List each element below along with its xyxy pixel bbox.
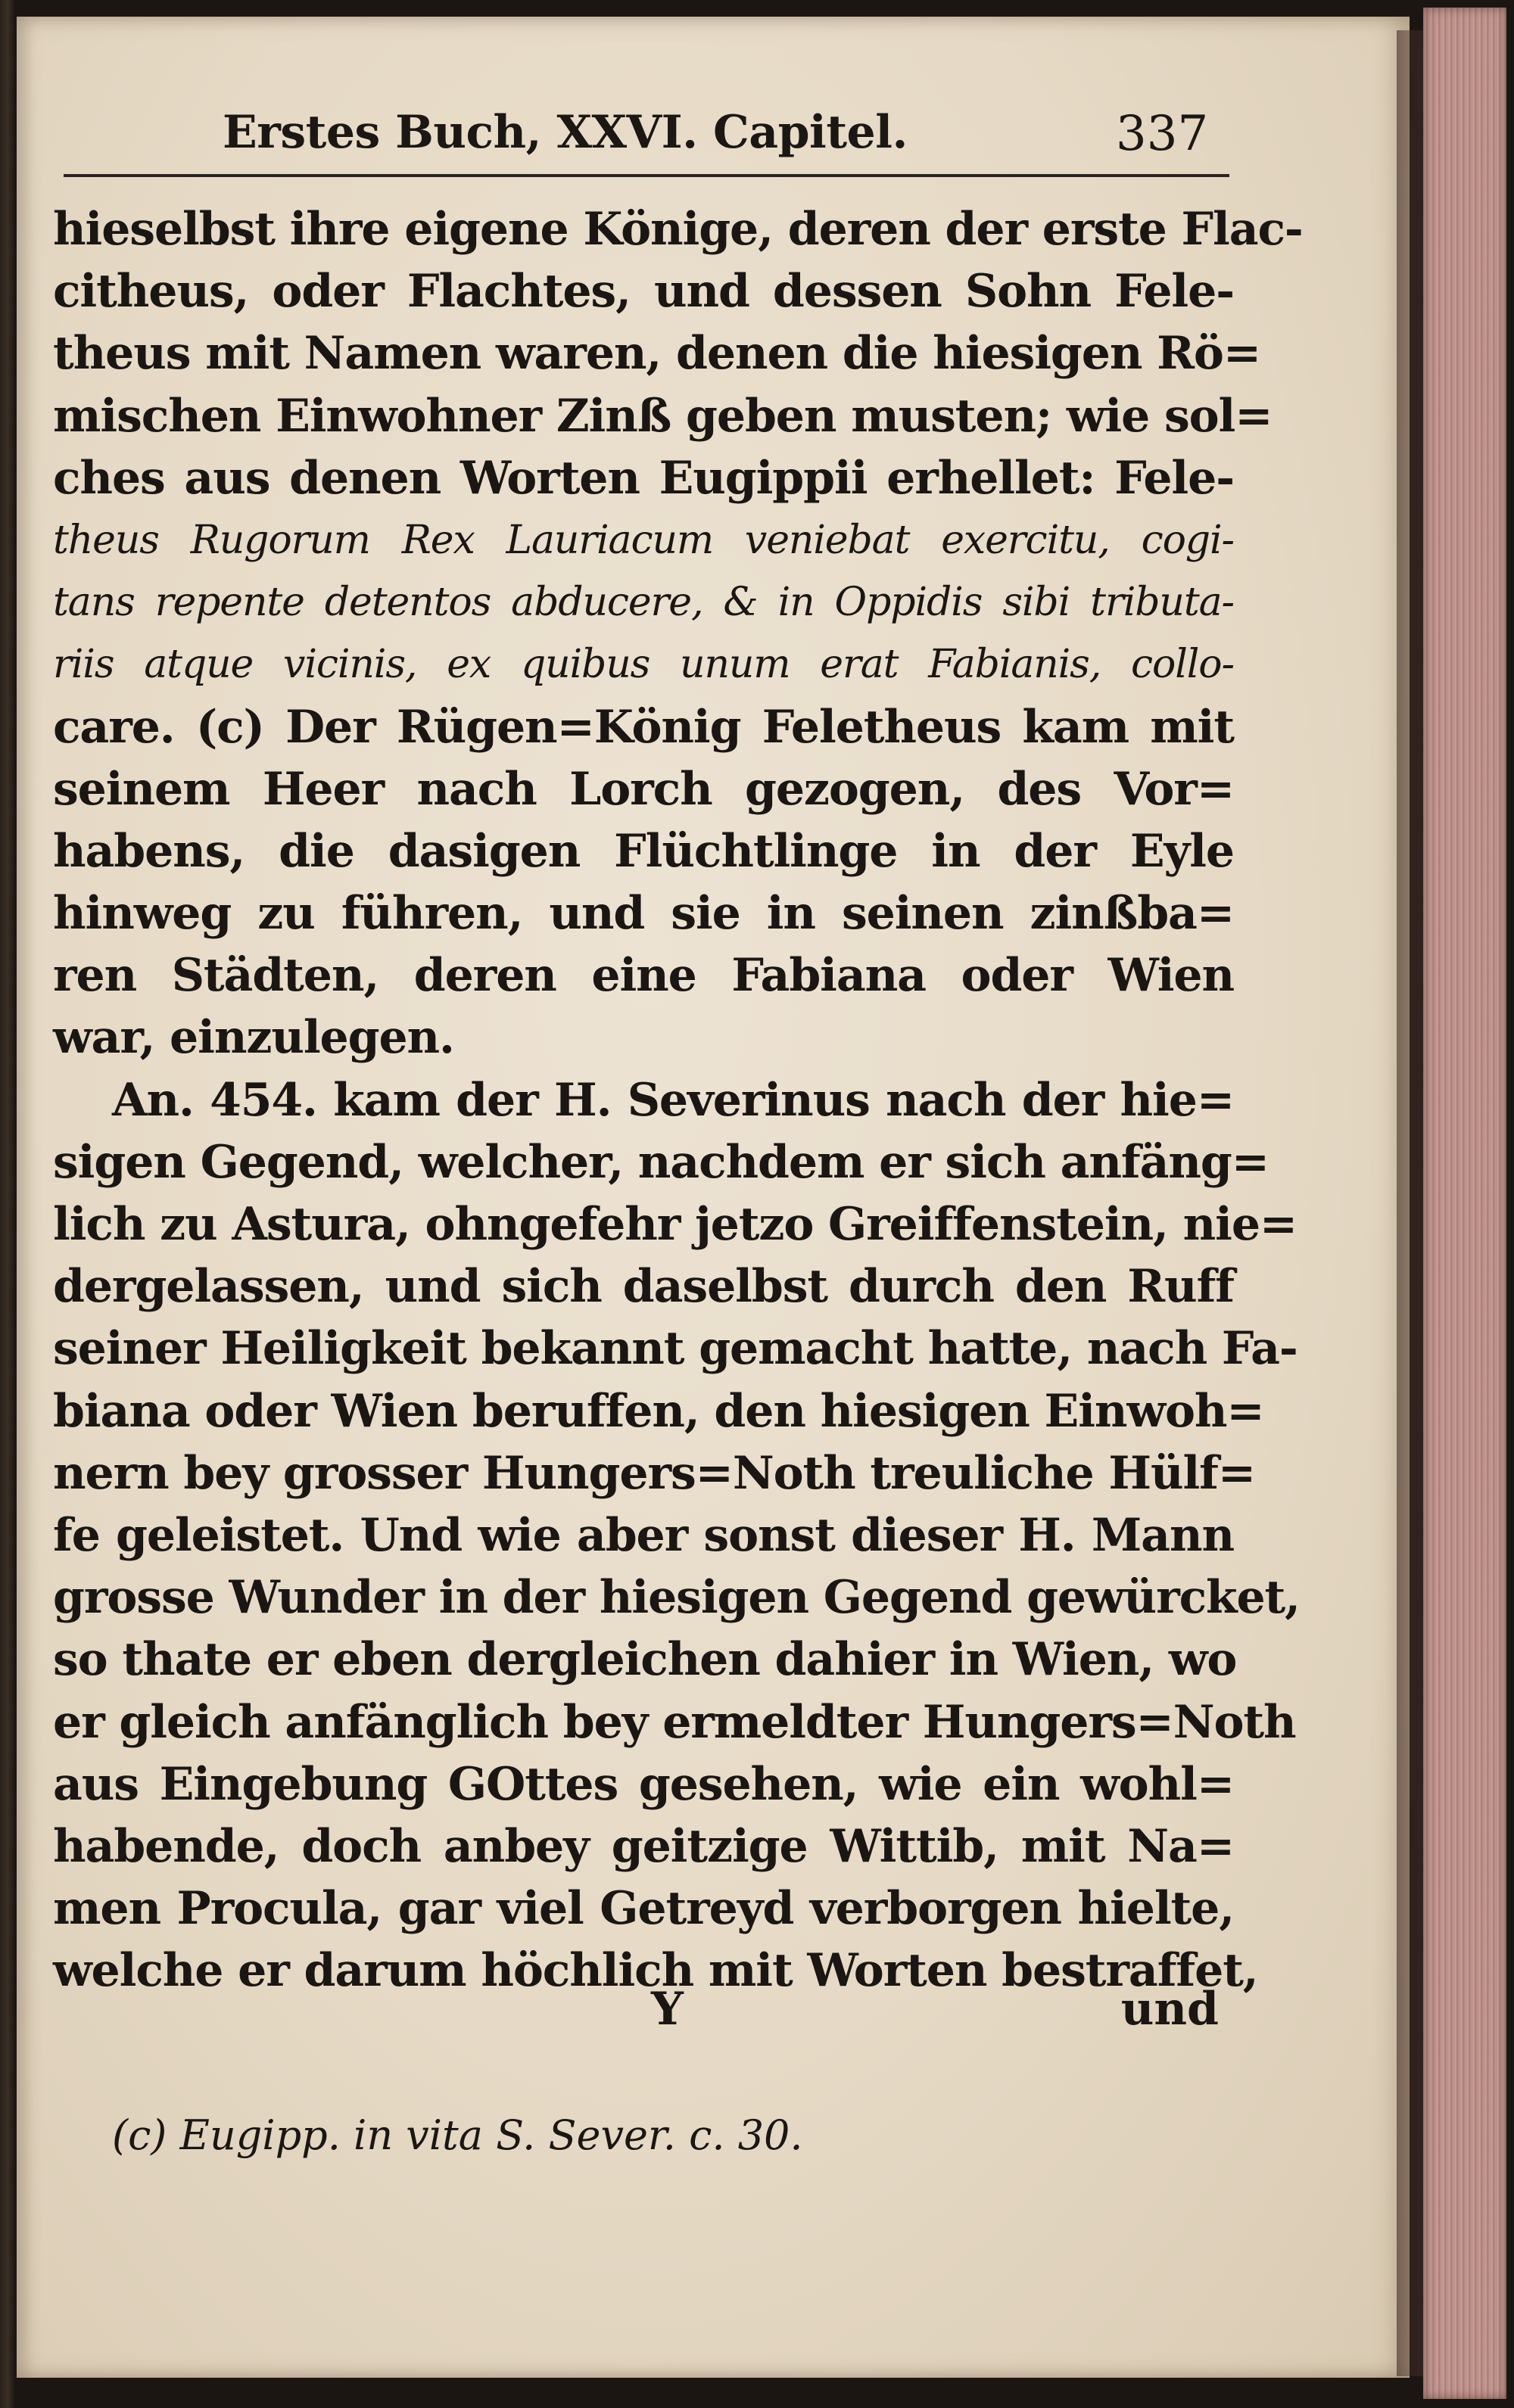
text-line: habende, doch anbey geitzige Wittib, mit Na= xyxy=(53,1819,1234,1873)
text-line: habens, die dasigen Flüchtlinge in der Eyle xyxy=(53,824,1234,878)
catchword: und xyxy=(1120,1983,1219,2036)
footnote: (c) Eugipp. in vita S. Sever. c. 30. xyxy=(112,2111,803,2159)
text-line: er gleich anfänglich bey ermeldter Hungers=Noth xyxy=(53,1695,1296,1749)
page-gutter-shadow xyxy=(1397,30,1427,2376)
text-line: welche er darum höchlich mit Worten bestraffet, xyxy=(53,1944,1258,1998)
running-head: Erstes Buch, XXVI. Capitel. xyxy=(223,106,908,159)
text-line: theus Rugorum Rex Lauriacum veniebat exercitu, cogi- xyxy=(53,517,1234,563)
signature-mark: Y xyxy=(651,1983,684,2036)
text-line: ches aus denen Worten Eugippii erhellet: Fele- xyxy=(53,451,1234,505)
text-line: sigen Gegend, welcher, nachdem er sich anfäng= xyxy=(53,1135,1269,1189)
text-line: theus mit Namen waren, denen die hiesigen Rö= xyxy=(53,327,1260,381)
main-text xyxy=(53,198,1303,2002)
text-line: grosse Wunder in der hiesigen Gegend gewürcket, xyxy=(53,1571,1300,1625)
text-line: An. 454. kam der H. Severinus nach der hie= xyxy=(112,1073,1234,1127)
catchline xyxy=(53,1983,1219,2045)
text-line: war, einzulegen. xyxy=(53,1011,454,1065)
page-header xyxy=(64,106,1222,176)
text-line: care. (c) Der Rügen=König Feletheus kam mit xyxy=(53,700,1234,754)
text-line: seiner Heiligkeit bekannt gemacht hatte, nach Fa- xyxy=(53,1322,1297,1376)
text-line: hinweg zu führen, und sie in seinen zinßba= xyxy=(53,887,1234,941)
text-line: men Procula, gar viel Getreyd verborgen hielte, xyxy=(53,1882,1234,1936)
text-line: citheus, oder Flachtes, und dessen Sohn Fele- xyxy=(53,265,1234,319)
text-line: dergelassen, und sich daselbst durch den Ruff xyxy=(53,1260,1234,1314)
text-line: seinem Heer nach Lorch gezogen, des Vor= xyxy=(53,762,1234,816)
text-line: lich zu Astura, ohngefehr jetzo Greiffenstein, nie= xyxy=(53,1198,1297,1251)
book-page-edges xyxy=(1423,8,1506,2399)
page-number: 337 xyxy=(1116,106,1209,162)
text-line: biana oder Wien beruffen, den hiesigen Einwoh= xyxy=(53,1384,1264,1438)
text-line: tans repente detentos abducere, & in Oppidis sibi tributa- xyxy=(53,580,1234,626)
text-line: ren Städten, deren eine Fabiana oder Wien xyxy=(53,949,1234,1003)
text-line: riis atque vicinis, ex quibus unum erat Fabianis, collo- xyxy=(53,642,1234,688)
text-line: nern bey grosser Hungers=Noth treuliche Hülf= xyxy=(53,1446,1256,1500)
text-line: fe geleistet. Und wie aber sonst dieser H. Mann xyxy=(53,1508,1234,1562)
text-line: hieselbst ihre eigene Könige, deren der erste Flac- xyxy=(53,203,1303,256)
text-line: aus Eingebung GOttes gesehen, wie ein wohl= xyxy=(53,1757,1234,1811)
text-line: mischen Einwohner Zinß geben musten; wie sol= xyxy=(53,389,1273,443)
text-line: so thate er eben dergleichen dahier in Wien, wo xyxy=(53,1633,1237,1687)
header-rule xyxy=(64,174,1229,177)
